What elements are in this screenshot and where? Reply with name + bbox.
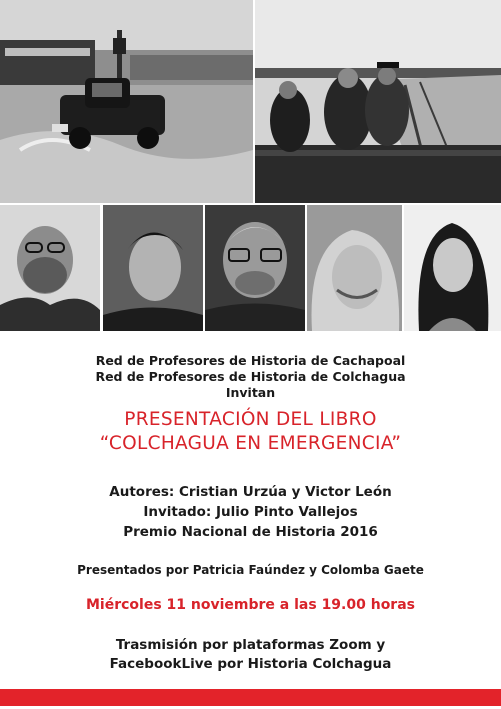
organizer-colchagua: Red de Profesores de Historia de Colchagua bbox=[95, 369, 406, 384]
flooded-street-truck-photo bbox=[0, 0, 253, 203]
event-title-line1: PRESENTACIÓN DEL LIBRO bbox=[124, 409, 377, 430]
invitan-label: Invitan bbox=[225, 385, 276, 400]
authors-text: Autores: Cristian Urzúa y Victor León bbox=[109, 484, 392, 500]
portrait-older-man-glasses bbox=[205, 205, 305, 331]
guest-text: Invitado: Julio Pinto Vallejos bbox=[143, 504, 358, 520]
portrait-woman-blonde bbox=[307, 205, 402, 331]
event-title-line2: “COLCHAGUA EN EMERGENCIA” bbox=[99, 433, 402, 454]
event-date: Miércoles 11 noviembre a las 19.00 horas bbox=[86, 597, 415, 613]
award-text: Premio Nacional de Historia 2016 bbox=[123, 524, 378, 540]
footer-accent-bar bbox=[0, 689, 501, 706]
portrait-young-man bbox=[103, 205, 203, 331]
men-in-ponchos-photo bbox=[255, 0, 501, 203]
presenters-text: Presentados por Patricia Faúndez y Colomba Gaete bbox=[77, 563, 424, 577]
portrait-man-glasses bbox=[0, 205, 100, 331]
stream-info-line2: FacebookLive por Historia Colchagua bbox=[109, 656, 392, 672]
organizer-cachapoal: Red de Profesores de Historia de Cachapoal bbox=[95, 353, 406, 368]
stream-info-line1: Trasmisión por plataformas Zoom y bbox=[115, 637, 386, 653]
portrait-young-woman bbox=[404, 205, 501, 331]
